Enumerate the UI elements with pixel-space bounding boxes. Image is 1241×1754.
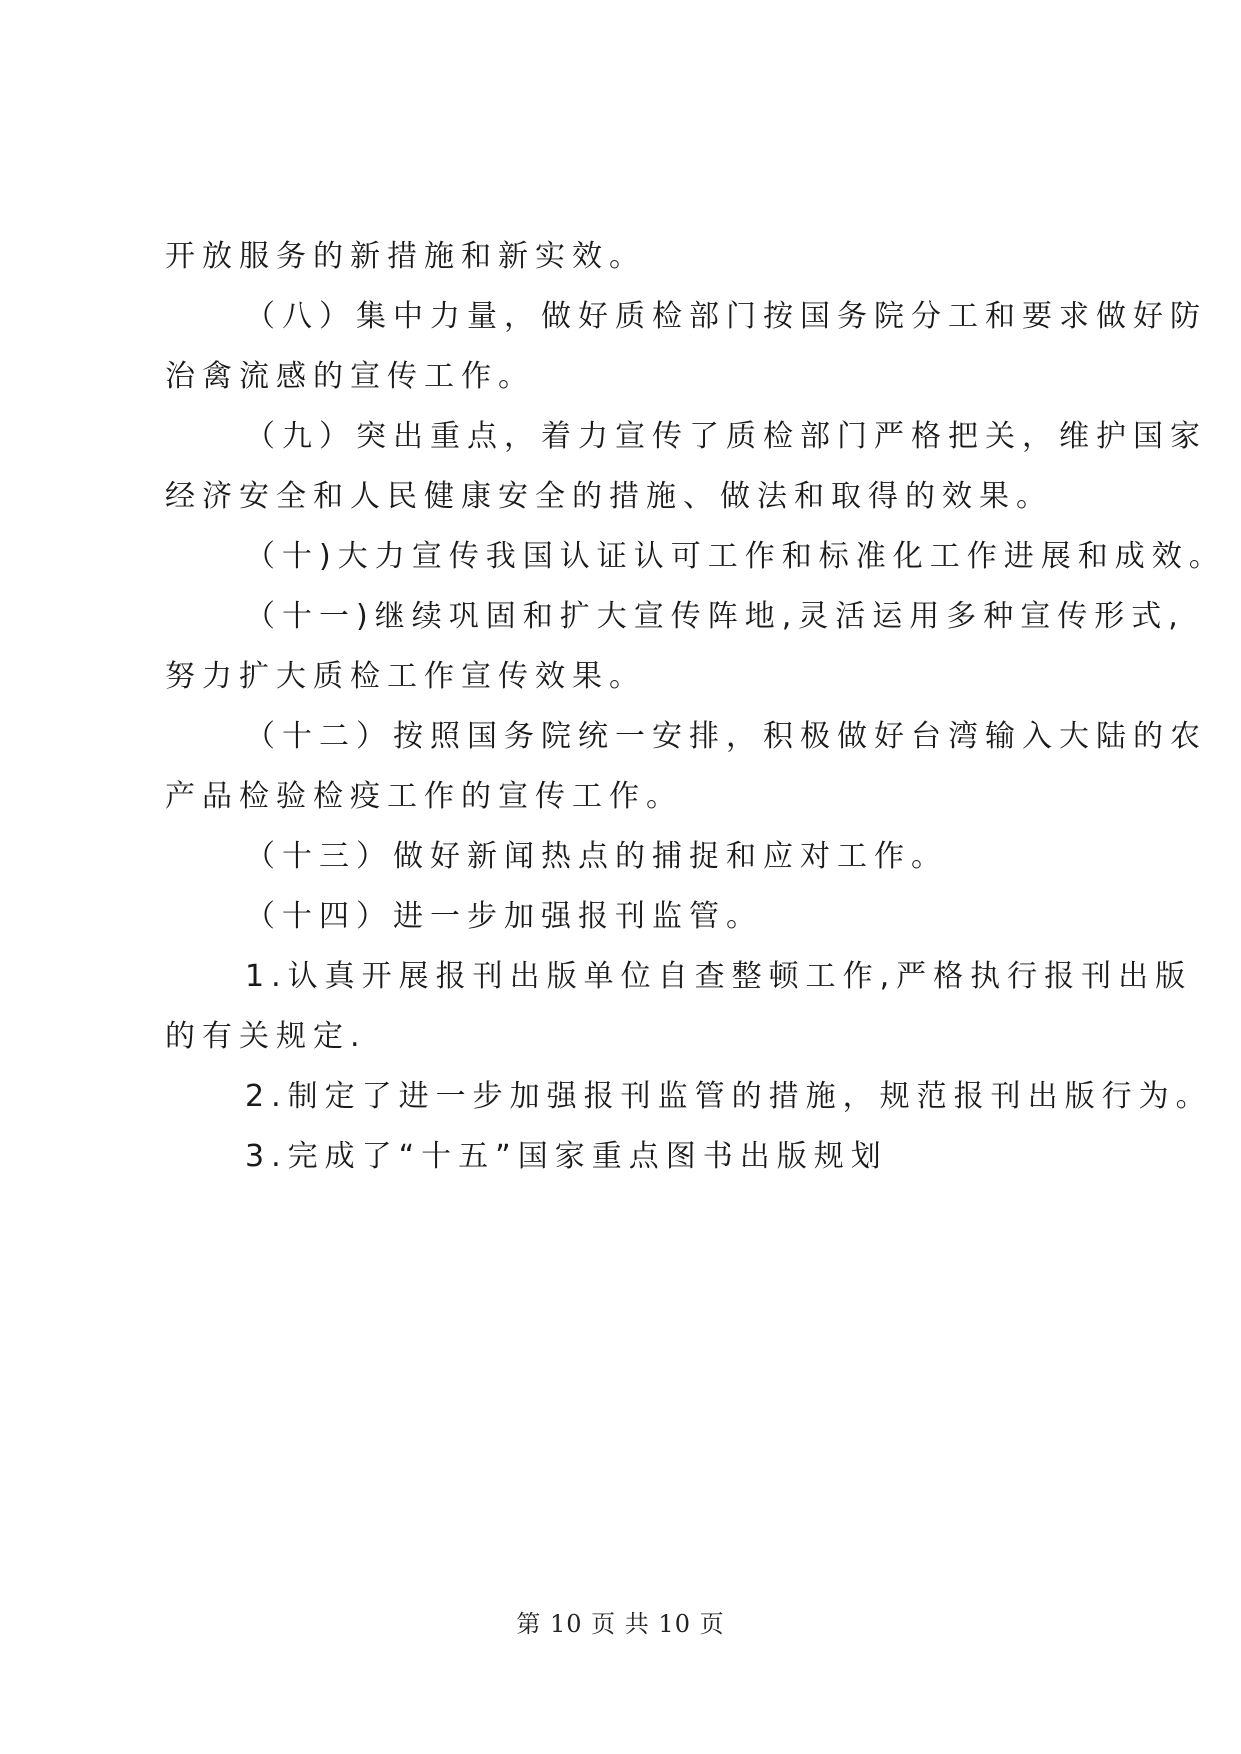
text-line: 1.认真开展报刊出版单位自查整顿工作,严格执行报刊出版 [245, 959, 1193, 994]
page-number-footer: 第 10 页 共 10 页 [516, 1610, 725, 1638]
text-line: 开放服务的新措施和新实效。 [165, 239, 646, 274]
text-line: （十三）做好新闻热点的捕捉和应对工作。 [245, 839, 948, 874]
text-line: （八）集中力量，做好质检部门按国务院分工和要求做好防 [245, 299, 1207, 334]
text-line: 努力扩大质检工作宣传效果。 [165, 659, 646, 694]
text-line: （十一)继续巩固和扩大宣传阵地,灵活运用多种宣传形式, [245, 599, 1185, 634]
text-line: 的有关规定. [165, 1019, 367, 1054]
document-body [165, 227, 1226, 1187]
text-line: 3.完成了“十五”国家重点图书出版规划 [245, 1139, 888, 1174]
text-line: 2.制定了进一步加强报刊监管的措施，规范报刊出版行为。 [245, 1079, 1213, 1114]
text-line: （十二）按照国务院统一安排，积极做好台湾输入大陆的农 [245, 719, 1207, 754]
text-line: （九）突出重点，着力宣传了质检部门严格把关，维护国家 [245, 419, 1207, 454]
text-line: （十四）进一步加强报刊监管。 [245, 899, 763, 934]
text-line: 经济安全和人民健康安全的措施、做法和取得的效果。 [165, 479, 1053, 514]
text-line: 治禽流感的宣传工作。 [165, 359, 535, 394]
text-line: （十)大力宣传我国认证认可工作和标准化工作进展和成效。 [245, 539, 1226, 574]
text-line: 产品检验检疫工作的宣传工作。 [165, 779, 683, 814]
